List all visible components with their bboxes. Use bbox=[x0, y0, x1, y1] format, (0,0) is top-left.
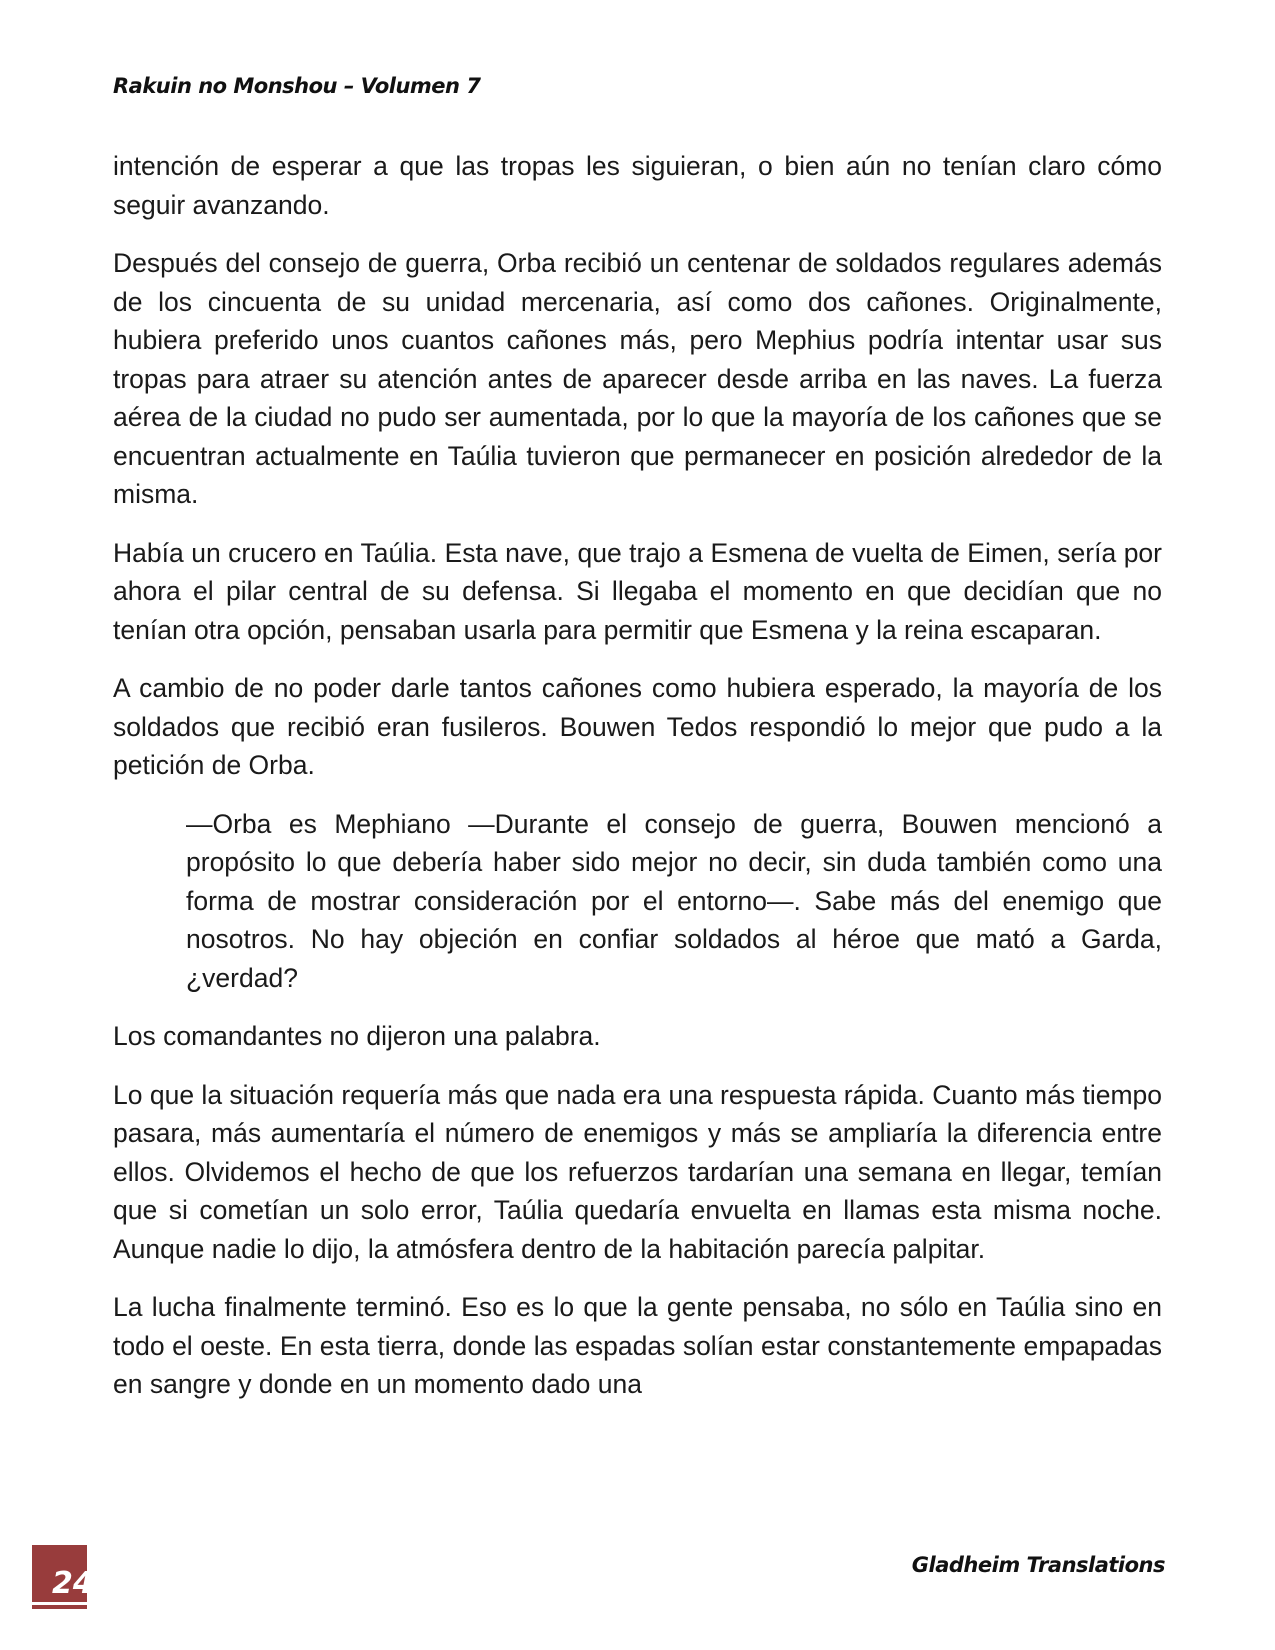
page-number-badge bbox=[32, 1545, 94, 1609]
quoted-dialogue: —Orba es Mephiano —Durante el consejo de guerra, Bouwen mencionó a propósito lo que debería haber sido mejor no decir, sin duda también como una forma de mostrar consideración por el entorno—. Sabe más del enemigo que nosotros. No hay objeción en confiar soldados al héroe que mató a Garda, ¿verdad? bbox=[186, 808, 1162, 993]
page-number-underline bbox=[32, 1602, 87, 1605]
paragraph: Después del consejo de guerra, Orba recibió un centenar de soldados regulares además de los cincuenta de su unidad mercenaria, así como dos cañones. Originalmente, hubiera preferido unos cuantos cañones más, pero Mephius podría intentar usar sus tropas para atraer su atención antes de aparecer desde arriba en las naves. La fuerza aérea de la ciudad no pudo ser aumentada, por lo que la mayoría de los cañones que se encuentran actualmente en Taúlia tuvieron que permanecer en posición alrededor de la misma. bbox=[113, 248, 1162, 509]
paragraph: Lo que la situación requería más que nada era una respuesta rápida. Cuanto más tiempo pasara, más aumentaría el número de enemigos y más se ampliaría la diferencia entre ellos. Olvidemos el hecho de que los refuerzos tardarían una semana en llegar, temían que si cometían un solo error, Taúlia quedaría envuelta en llamas esta misma noche. Aunque nadie lo dijo, la atmósfera dentro de la habitación parecía palpitar. bbox=[113, 1079, 1162, 1264]
paragraph: Los comandantes no dijeron una palabra. bbox=[113, 1021, 601, 1051]
running-header: Rakuin no Monshou – Volumen 7 bbox=[113, 74, 481, 98]
body-text bbox=[113, 147, 1162, 1424]
paragraph: La lucha finalmente terminó. Eso es lo que la gente pensaba, no sólo en Taúlia sino en todo el oeste. En esta tierra, donde las espadas solían estar constantemente empapadas en sangre y donde en un momento dado una bbox=[113, 1292, 1162, 1399]
translator-credit: Gladheim Translations bbox=[911, 1553, 1165, 1577]
paragraph: A cambio de no poder darle tantos cañones como hubiera esperado, la mayoría de los soldados que recibió eran fusileros. Bouwen Tedos respondió lo mejor que pudo a la petición de Orba. bbox=[113, 673, 1162, 780]
page-number: 24 bbox=[52, 1566, 94, 1601]
paragraph: intención de esperar a que las tropas les siguieran, o bien aún no tenían claro cómo seguir avanzando. bbox=[113, 151, 1162, 220]
paragraph: Había un crucero en Taúlia. Esta nave, que trajo a Esmena de vuelta de Eimen, sería por ahora el pilar central de su defensa. Si llegaba el momento en que decidían que no tenían otra opción, pensaban usarla para permitir que Esmena y la reina escaparan. bbox=[113, 537, 1162, 645]
